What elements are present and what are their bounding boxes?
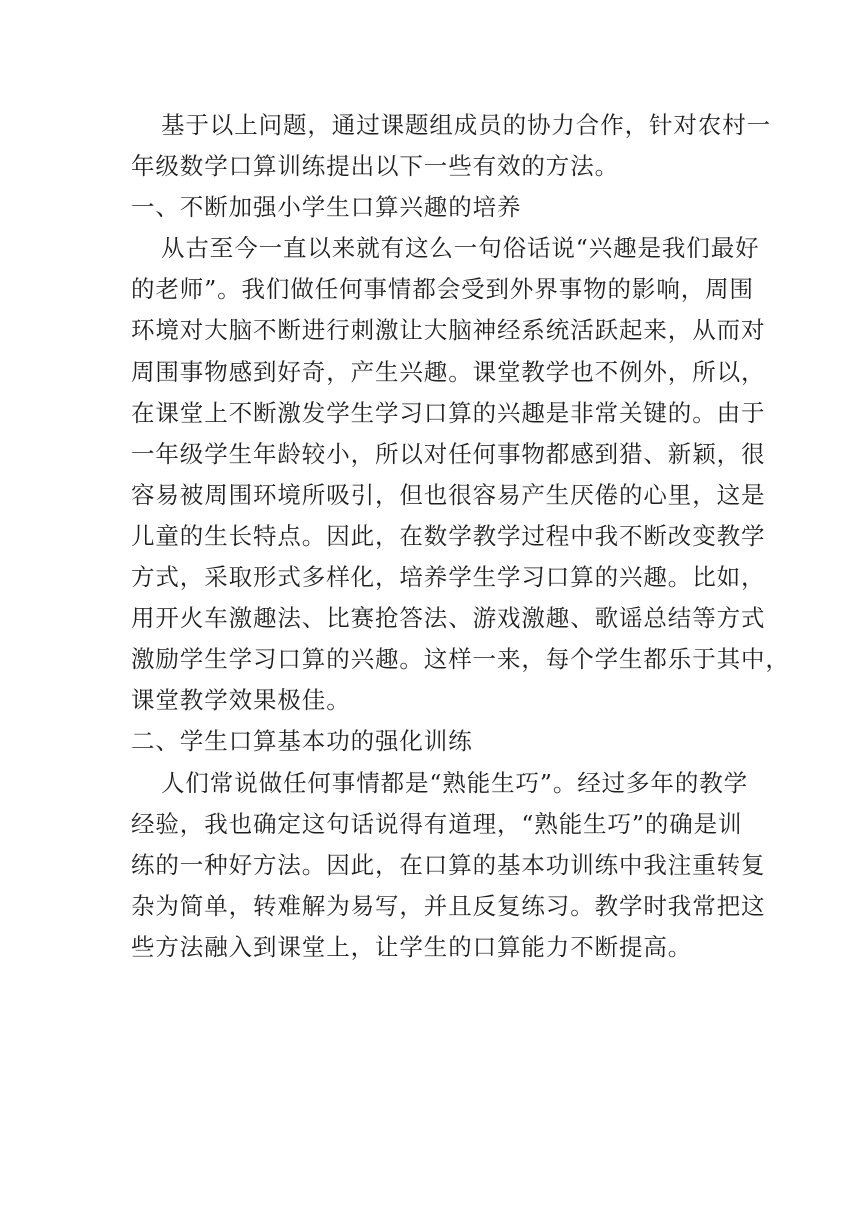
text-line: 激励学生学习口算的兴趣。这样一来，每个学生都乐于其中， <box>131 645 790 674</box>
text-line: 容易被周围环境所吸引，但也很容易产生厌倦的心里，这是 <box>131 480 766 509</box>
section-1-paragraph <box>131 228 790 721</box>
intro-paragraph <box>131 105 771 187</box>
section-heading-2 <box>131 721 731 762</box>
text-line: 基于以上问题，通过课题组成员的协力合作，针对农村一 <box>161 111 771 139</box>
document-body <box>131 105 790 968</box>
text-line: 经验，我也确定这句话说得有道理，“熟能生巧”的确是训 <box>131 809 743 838</box>
text-line: 在课堂上不断激发学生学习口算的兴趣是非常关键的。由于 <box>131 398 766 427</box>
text-line: 用开火车激趣法、比赛抢答法、游戏激趣、歌谣总结等方式 <box>131 604 766 633</box>
text-line: 周围事物感到好奇，产生兴趣。课堂教学也不例外，所以， <box>131 357 766 386</box>
text-line: 方式，采取形式多样化，培养学生学习口算的兴趣。比如， <box>131 563 766 592</box>
text-line: 的老师”。我们做任何事情都会受到外界事物的影响，周围 <box>131 275 754 304</box>
text-line: 一年级学生年龄较小，所以对任何事物都感到猎、新颖，很 <box>131 439 766 468</box>
text-line: 练的一种好方法。因此，在口算的基本功训练中我注重转复 <box>131 850 766 879</box>
section-2-paragraph <box>131 763 766 968</box>
text-line: 年级数学口算训练提出以下一些有效的方法。 <box>131 152 619 181</box>
text-line: 杂为简单，转难解为易写，并且反复练习。教学时我常把这 <box>131 891 766 920</box>
section-heading-1 <box>131 187 731 228</box>
text-line: 环境对大脑不断进行刺激让大脑神经系统活跃起来，从而对 <box>131 316 766 345</box>
heading-text: 一、不断加强小学生口算兴趣的培养 <box>131 193 522 222</box>
text-line: 课堂教学效果极佳。 <box>131 686 351 715</box>
text-line: 人们常说做任何事情都是“熟能生巧”。经过多年的教学 <box>161 768 749 797</box>
text-line: 些方法融入到课堂上，让学生的口算能力不断提高。 <box>131 932 693 961</box>
heading-text: 二、学生口算基本功的强化训练 <box>131 727 473 756</box>
text-line: 儿童的生长特点。因此，在数学教学过程中我不断改变教学 <box>131 521 766 550</box>
text-line: 从古至今一直以来就有这么一句俗话说“兴趣是我们最好 <box>161 234 760 263</box>
